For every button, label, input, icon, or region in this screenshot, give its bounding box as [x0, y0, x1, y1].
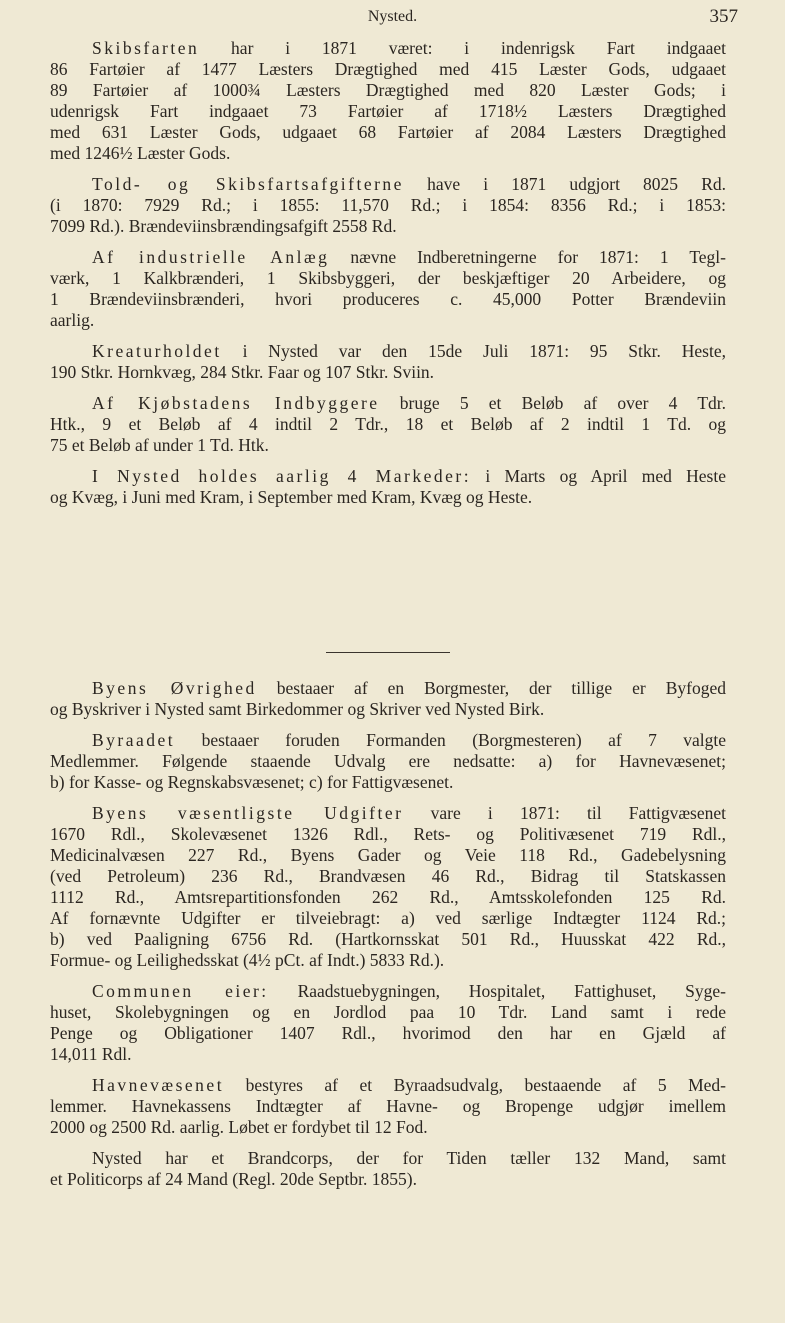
line-text: udenrigsk Fart indgaaet 73 Fartøier af 1718½ Læsters Drægtighed — [50, 101, 726, 121]
line-text: 14,011 Rdl. — [50, 1044, 132, 1064]
line-text: bestaaer foruden Formanden (Borgmesteren) af 7 valgte — [175, 730, 726, 750]
spaced-lead-words: Kreaturholdet — [92, 341, 222, 361]
text-line — [50, 751, 726, 772]
text-line — [50, 929, 726, 950]
line-text: Raadstuebygningen, Hospitalet, Fattighuset, Syge- — [268, 981, 726, 1001]
paragraph — [50, 981, 726, 1065]
text-line — [50, 268, 726, 289]
text-line — [50, 487, 726, 508]
line-text: lemmer. Havnekassens Indtægter af Havne- og Bropenge udgjør imellem — [50, 1096, 726, 1116]
line-text: b) ved Paaligning 6756 Rd. (Hartkornsskat 501 Rd., Huusskat 422 Rd., — [50, 929, 726, 949]
line-text: Penge og Obligationer 1407 Rdl., hvorimod den har en Gjæld af — [50, 1023, 726, 1043]
text-line — [50, 730, 726, 751]
text-line — [50, 195, 726, 216]
text-line — [50, 59, 726, 80]
paragraph — [50, 1075, 726, 1138]
spaced-lead-words: Communen eier: — [92, 981, 269, 1001]
paragraph — [50, 1148, 726, 1190]
text-line — [50, 887, 726, 908]
paragraph — [50, 174, 726, 237]
line-text: have i 1871 udgjort 8025 Rd. — [403, 174, 726, 194]
text-line — [50, 981, 726, 1002]
line-text: har i 1871 været: i indenrigsk Fart indgaaet — [199, 38, 726, 58]
page-header — [0, 6, 785, 28]
text-line — [50, 803, 726, 824]
line-text: og Kvæg, i Juni med Kram, i September med Kram, Kvæg og Heste. — [50, 487, 533, 507]
line-text: 2000 og 2500 Rd. aarlig. Løbet er fordybet til 12 Fod. — [50, 1117, 428, 1137]
line-text: i Nysted var den 15de Juli 1871: 95 Stkr. Heste, — [221, 341, 726, 361]
text-line — [50, 143, 726, 164]
line-text: i Marts og April med Heste — [471, 466, 726, 486]
text-line — [50, 174, 726, 195]
line-text: nævne Indberetningerne for 1871: 1 Tegl- — [329, 247, 726, 267]
text-line — [50, 122, 726, 143]
text-line — [50, 824, 726, 845]
text-line — [50, 1117, 726, 1138]
line-text: og Byskriver i Nysted samt Birkedommer og Skriver ved Nysted Birk. — [50, 699, 545, 719]
line-text: Medicinalvæsen 227 Rd., Byens Gader og Veie 118 Rd., Gadebelysning — [50, 845, 726, 865]
line-text: 1112 Rd., Amtsrepartitionsfonden 262 Rd., Amtsskolefonden 125 Rd. — [50, 887, 726, 907]
line-text: med 631 Læster Gods, udgaaet 68 Fartøier af 2084 Læsters Drægtighed — [50, 122, 726, 142]
spaced-lead-words: Told- og Skibsfartsafgifterne — [92, 174, 404, 194]
line-text: bestaaer af en Borgmester, der tillige er Byfoged — [256, 678, 726, 698]
paragraph — [50, 466, 726, 508]
paragraph — [50, 730, 726, 793]
line-text: 89 Fartøier af 1000¾ Læsters Drægtighed med 820 Læster Gods; i — [50, 80, 726, 100]
spaced-lead-words: Byens Øvrighed — [92, 678, 257, 698]
paragraph — [50, 341, 726, 383]
spaced-lead-words: I Nysted holdes aarlig 4 Markeder: — [92, 466, 472, 486]
line-text: (ved Petroleum) 236 Rd., Brandvæsen 46 Rd., Bidrag til Statskassen — [50, 866, 726, 886]
page-body — [50, 28, 726, 1190]
text-line — [50, 247, 726, 268]
line-text: 1670 Rdl., Skolevæsenet 1326 Rdl., Rets- og Politivæsenet 719 Rdl., — [50, 824, 726, 844]
text-line — [50, 341, 726, 362]
text-line — [50, 216, 726, 237]
page-number: 357 — [709, 6, 738, 27]
text-line — [50, 908, 726, 929]
spaced-lead-words: Byens væsentligste Udgifter — [92, 803, 404, 823]
paragraph — [50, 803, 726, 971]
section-divider — [326, 652, 450, 653]
text-line — [50, 435, 726, 456]
line-text: 7099 Rd.). Brændeviinsbrændingsafgift 2558 Rd. — [50, 216, 397, 236]
text-line — [50, 101, 726, 122]
paragraph — [50, 393, 726, 456]
line-text: et Politicorps af 24 Mand (Regl. 20de Septbr. 1855). — [50, 1169, 417, 1189]
line-text: bruge 5 et Beløb af over 4 Tdr. — [379, 393, 726, 413]
spaced-lead-words: Af industrielle Anlæg — [92, 247, 330, 267]
text-line — [50, 1169, 726, 1190]
paragraph — [50, 247, 726, 331]
spaced-lead-words: Byraadet — [92, 730, 176, 750]
running-title: Nysted. — [367, 8, 418, 25]
text-line — [50, 393, 726, 414]
line-text: bestyres af et Byraadsudvalg, bestaaende af 5 Med- — [224, 1075, 726, 1095]
line-text: huset, Skolebygningen og en Jordlod paa 10 Tdr. Land samt i rede — [50, 1002, 726, 1022]
text-line — [50, 678, 726, 699]
section-administration — [50, 678, 726, 1190]
text-line — [50, 38, 726, 59]
section-economy — [50, 38, 726, 508]
spaced-lead-words: Skibsfarten — [92, 38, 200, 58]
spaced-lead-words: Af Kjøbstadens Indbyggere — [92, 393, 380, 413]
text-line — [50, 1075, 726, 1096]
text-line — [50, 1023, 726, 1044]
text-line — [50, 1002, 726, 1023]
line-text: Nysted har et Brandcorps, der for Tiden tæller 132 Mand, samt — [92, 1148, 726, 1168]
line-text: 75 et Beløb af under 1 Td. Htk. — [50, 435, 269, 455]
line-text: med 1246½ Læster Gods. — [50, 143, 231, 163]
line-text: værk, 1 Kalkbrænderi, 1 Skibsbyggeri, der beskjæftiger 20 Arbeidere, og — [50, 268, 726, 288]
text-line — [50, 466, 726, 487]
spaced-lead-words: Havnevæsenet — [92, 1075, 225, 1095]
text-line — [50, 950, 726, 971]
line-text: Formue- og Leilighedsskat (4½ pCt. af Indt.) 5833 Rd.). — [50, 950, 445, 970]
text-line — [50, 1096, 726, 1117]
text-line — [50, 80, 726, 101]
text-line — [50, 310, 726, 331]
text-line — [50, 289, 726, 310]
text-line — [50, 414, 726, 435]
text-line — [50, 772, 726, 793]
line-text: Htk., 9 et Beløb af 4 indtil 2 Tdr., 18 et Beløb af 2 indtil 1 Td. og — [50, 414, 726, 434]
line-text: aarlig. — [50, 310, 95, 330]
paragraph — [50, 38, 726, 164]
line-text: Af fornævnte Udgifter er tilveiebragt: a) ved særlige Indtægter 1124 Rd.; — [50, 908, 726, 928]
text-line — [50, 1148, 726, 1169]
paragraph — [50, 678, 726, 720]
line-text: (i 1870: 7929 Rd.; i 1855: 11,570 Rd.; i 1854: 8356 Rd.; i 1853: — [50, 195, 726, 215]
line-text: b) for Kasse- og Regnskabsvæsenet; c) for Fattigvæsenet. — [50, 772, 454, 792]
line-text: vare i 1871: til Fattigvæsenet — [403, 803, 727, 823]
text-line — [50, 1044, 726, 1065]
text-line — [50, 845, 726, 866]
text-line — [50, 362, 726, 383]
line-text: 190 Stkr. Hornkvæg, 284 Stkr. Faar og 107 Stkr. Sviin. — [50, 362, 435, 382]
text-line — [50, 866, 726, 887]
line-text: 1 Brændeviinsbrænderi, hvori produceres c. 45,000 Potter Brændeviin — [50, 289, 726, 309]
text-line — [50, 699, 726, 720]
line-text: 86 Fartøier af 1477 Læsters Drægtighed med 415 Læster Gods, udgaaet — [50, 59, 726, 79]
line-text: Medlemmer. Følgende staaende Udvalg ere nedsatte: a) for Havnevæsenet; — [50, 751, 726, 771]
